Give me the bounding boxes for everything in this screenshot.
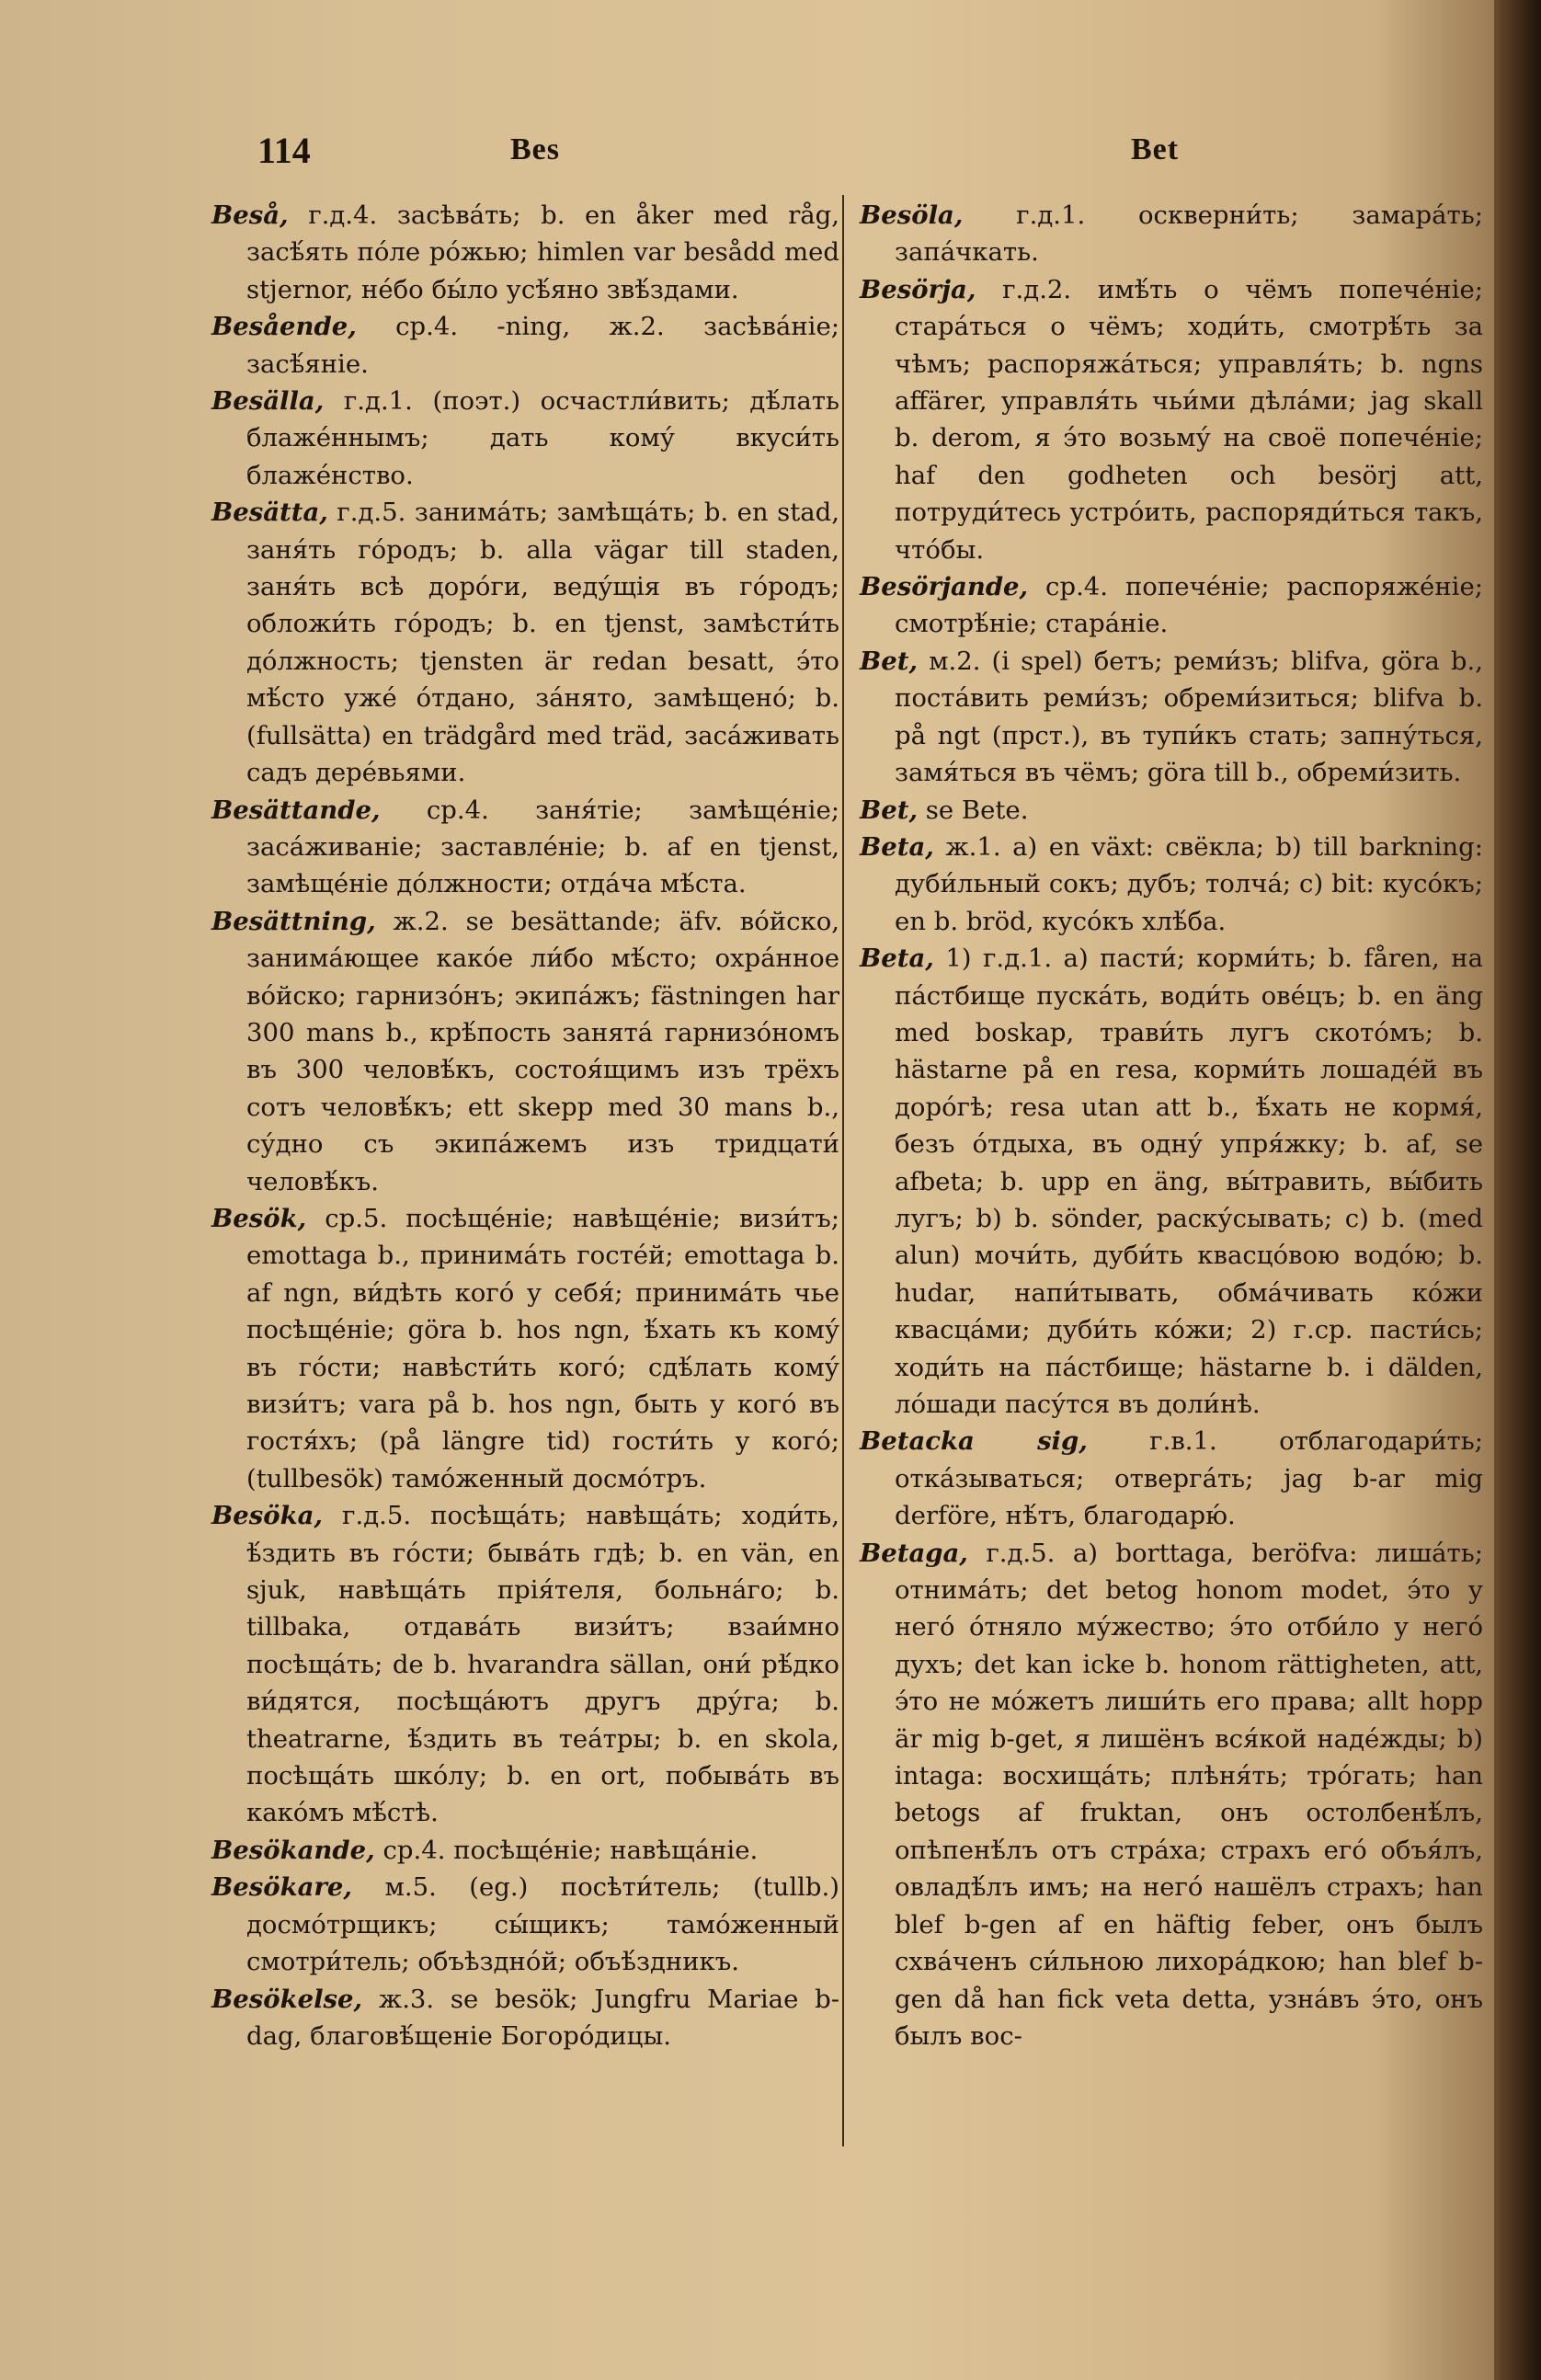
entry-headword: Besökare,	[211, 1872, 352, 1903]
entry-definition: г.д.2. имѣ́ть о чёмъ попече́нiе; стара́ться о чёмъ; ходи́ть, смотрѣ́ть за чѣмъ; распоряжа́ться; управля́ть; b. ngns affärer, управля́ть чьи́ми дѣла́ми; jag skall b. derom, я э́то возьму́ на своё попече́нiе; haf den godheten och besörj att, потруди́тесь устро́ить, распоряди́ться такъ, что́бы.	[895, 274, 1483, 565]
dictionary-entry	[211, 494, 839, 791]
dictionary-entry	[211, 1832, 839, 1869]
entry-definition: ср.4. заня́тiе; замѣще́нiе; заса́живанiе; заставле́нiе; b. af en tjenst, замѣще́нiе до́лжности; отда́ча мѣ́ста.	[246, 795, 839, 899]
entry-definition: se Bete.	[918, 795, 1029, 825]
dictionary-entry	[860, 568, 1483, 643]
entry-definition: 1) г.д.1. a) пасти́; корми́ть; b. fåren, на па́стбище пуска́ть, води́ть ове́цъ; b. en äng med boskap, трави́ть лугъ ското́мъ; b. hästarne på en resa, корми́ть лошаде́й въ доро́гѣ; resa utan att b., ѣ́хать не кормя́, безъ о́тдыха, въ одну́ упря́жку; b. af, se afbeta; b. upp en äng, вы́травить, вы́бить лугъ; b) b. sönder, раску́сывать; c) b. (med alun) мочи́ть, дуби́ть квасцо́вою водо́ю; b. hudar, напи́тывать, обма́чивать ко́жи квасца́ми; дуби́ть ко́жи; 2) г.ср. пасти́сь; ходи́ть на па́стбище; hästarne b. i dälden, ло́шади пасу́тся въ доли́нѣ.	[895, 944, 1483, 1419]
entry-definition: г.в.1. отблагодари́ть; отка́зываться; отверга́ть; jag b-ar mig derföre, нѣ́тъ, благодарю́.	[895, 1426, 1484, 1531]
entry-definition: г.д.5. занима́ть; замѣща́ть; b. en stad, заня́ть го́родъ; b. alla vägar till staden, заня́ть всѣ доро́ги, веду́щiя въ го́родъ; обложи́ть го́родъ; b. en tjenst, замѣсти́ть до́лжность; tjensten är redan besatt, э́то мѣ́сто уже́ о́тдано, за́нято, замѣщено́; b. (fullsätta) en trädgård med träd, заса́живать садъ дере́вьями.	[246, 498, 839, 788]
dictionary-entry	[860, 1535, 1483, 2055]
page-number: 114	[257, 130, 311, 171]
dictionary-entry	[211, 1200, 839, 1497]
entry-headword: Beså,	[211, 200, 289, 230]
entry-definition: г.д.5. посѣща́ть; навѣща́ть; ходи́ть, ѣ́здить въ го́сти; быва́ть гдѣ; b. en vän, en sjuk, навѣща́ть прiя́теля, больна́го; b. tillbaka, отдава́ть визи́тъ; взаи́мно посѣща́ть; de b. hvarandra sällan, они́ рѣ́дко ви́дятся, посѣща́ютъ другъ дру́га; b. theatrarne, ѣ́здить въ теа́тры; b. en skola, посѣща́ть шко́лу; b. en ort, побыва́ть въ како́мъ мѣ́стѣ.	[246, 1501, 839, 1828]
dictionary-entry	[211, 792, 839, 903]
dictionary-entry	[860, 829, 1483, 940]
entry-definition: г.д.1. (поэт.) осчастли́вить; дѣ́лать блаже́ннымъ; дать кому́ вкуси́ть блаже́нство.	[246, 386, 839, 490]
entry-headword: Betaga,	[860, 1538, 968, 1568]
entry-headword: Besökelse,	[211, 1984, 363, 2014]
entry-headword: Besättning,	[211, 906, 376, 936]
entry-headword: Besörja,	[860, 274, 976, 304]
entry-definition: ж.3. se besök; Jungfru Mariae b-dag, благовѣ́щенiе Богоро́дицы.	[246, 1984, 839, 2051]
entry-headword: Beta,	[860, 831, 934, 862]
entry-headword: Besörjande,	[860, 572, 1029, 602]
entry-headword: Besätta,	[211, 498, 328, 528]
entry-definition: ср.5. посѣще́нiе; навѣще́нiе; визи́тъ; emottaga b., принима́ть госте́й; emottaga b. af ngn, ви́дѣть кого́ у себя́; принима́ть чье посѣще́нiе; göra b. hos ngn, ѣ́хать къ кому́ въ го́сти; навѣсти́ть кого́; сдѣ́лать кому́ визи́тъ; vara på b. hos ngn, быть у кого́ въ гостя́хъ; (på längre tid) гости́ть у кого́; (tullbesök) тамо́женный досмо́тръ.	[246, 1203, 839, 1493]
entry-definition: м.5. (eg.) посѣти́тель; (tullb.) досмо́трщикъ; сы́щикъ; тамо́женный смотри́тель; объѣздно́й; объѣ́здникъ.	[246, 1872, 839, 1977]
dictionary-entry	[211, 1497, 839, 1832]
dictionary-entry	[860, 197, 1483, 271]
dictionary-entry	[860, 1423, 1483, 1534]
entry-definition: ж.2. se besättande; äfv. во́йско, занима́ющее како́е ли́бо мѣ́сто; охра́нное во́йско; гарнизо́нъ; экипа́жъ; fästningen har 300 mans b., крѣ́пость занята́ гарнизо́номъ въ 300 человѣ́къ, состоя́щимъ изъ трёхъ сотъ человѣ́къ; ett skepp med 30 mans b., су́дно съ экипа́жемъ изъ тридцати́ человѣ́къ.	[246, 906, 839, 1196]
entry-headword: Besående,	[211, 312, 357, 342]
dictionary-entry	[860, 643, 1483, 792]
dictionary-entry	[860, 940, 1483, 1423]
dictionary-entry	[211, 197, 839, 308]
entry-headword: Besök,	[211, 1203, 307, 1233]
entry-headword: Besättande,	[211, 795, 381, 825]
entry-definition: ж.1. a) en växt: свёкла; b) till barkning: дуби́льный сокъ; дубъ; толча́; c) bit: кусо́къ; en b. bröd, кусо́къ хлѣ́ба.	[895, 831, 1483, 936]
entry-headword: Bet,	[860, 795, 919, 825]
dictionary-entry	[211, 903, 839, 1200]
entry-definition: г.д.4. засѣва́ть; b. en åker med råg, засѣ́ять по́ле ро́жью; himlen var besådd med stjernor, не́бо бы́ло усѣ́яно звѣ́здами.	[246, 200, 839, 304]
dictionary-entry	[211, 1869, 839, 1980]
dictionary-entry	[211, 308, 839, 383]
left-column	[211, 197, 839, 2054]
guide-word-left: Bes	[510, 132, 560, 166]
entry-headword: Besöka,	[211, 1501, 324, 1531]
entry-definition: г.д.1. оскверни́ть; замара́ть; запа́чкать.	[895, 200, 1483, 268]
entry-headword: Beta,	[860, 944, 934, 974]
book-spine	[1494, 0, 1541, 2380]
entry-headword: Betacka sig,	[860, 1426, 1088, 1457]
dictionary-entry	[211, 1981, 839, 2055]
entry-definition: г.д.5. a) borttaga, beröfva: лиша́ть; отнима́ть; det betog honom modet, э́то у него́ о́тняло му́жество; э́то отби́ло у него́ духъ; det kan icke b. honom rättigheten, att, э́то не мо́жетъ лиши́ть его права; allt hopp är mig b-get, я лишёнъ вся́кой наде́жды; b) intaga: восхища́ть; плѣня́ть; тро́гать; han betogs af fruktan, онъ остолбенѣ́лъ, опѣпенѣ́лъ отъ стра́ха; страхъ его́ объя́лъ, овладѣ́лъ имъ; на него́ нашёлъ страхъ; han blef b-gen af en häftig feber, онъ былъ схва́ченъ си́льною лихора́дкою; han blef b-gen då han fick veta detta, узна́въ э́то, онъ былъ вос-	[895, 1538, 1483, 2051]
guide-word-right: Bet	[1131, 132, 1180, 166]
dictionary-entry	[860, 271, 1483, 568]
entry-definition: м.2. (i spel) бетъ; реми́зъ; blifva, göra b., поста́вить реми́зъ; обреми́зиться; blifva b. på ngt (прст.), въ тупи́къ стать; запну́ться, замя́ться въ чёмъ; göra till b., обреми́зить.	[895, 646, 1483, 788]
entry-headword: Besälla,	[211, 386, 325, 417]
column-divider	[842, 195, 844, 2146]
page-header	[0, 129, 1494, 184]
entry-definition: ср.4. -ning, ж.2. засѣва́нiе; засѣ́янiе.	[246, 312, 839, 379]
right-column	[860, 197, 1483, 2054]
dictionary-entry	[860, 792, 1483, 829]
entry-definition: ср.4. попече́нiе; распоряже́нiе; смотрѣ́нiе; стара́нiе.	[895, 572, 1483, 639]
entry-definition: ср.4. посѣще́нiе; навѣща́нiе.	[374, 1835, 759, 1865]
dictionary-entry	[211, 383, 839, 494]
entry-headword: Besöla,	[860, 200, 964, 230]
entry-headword: Besökande,	[211, 1835, 375, 1865]
entry-headword: Bet,	[860, 646, 919, 676]
